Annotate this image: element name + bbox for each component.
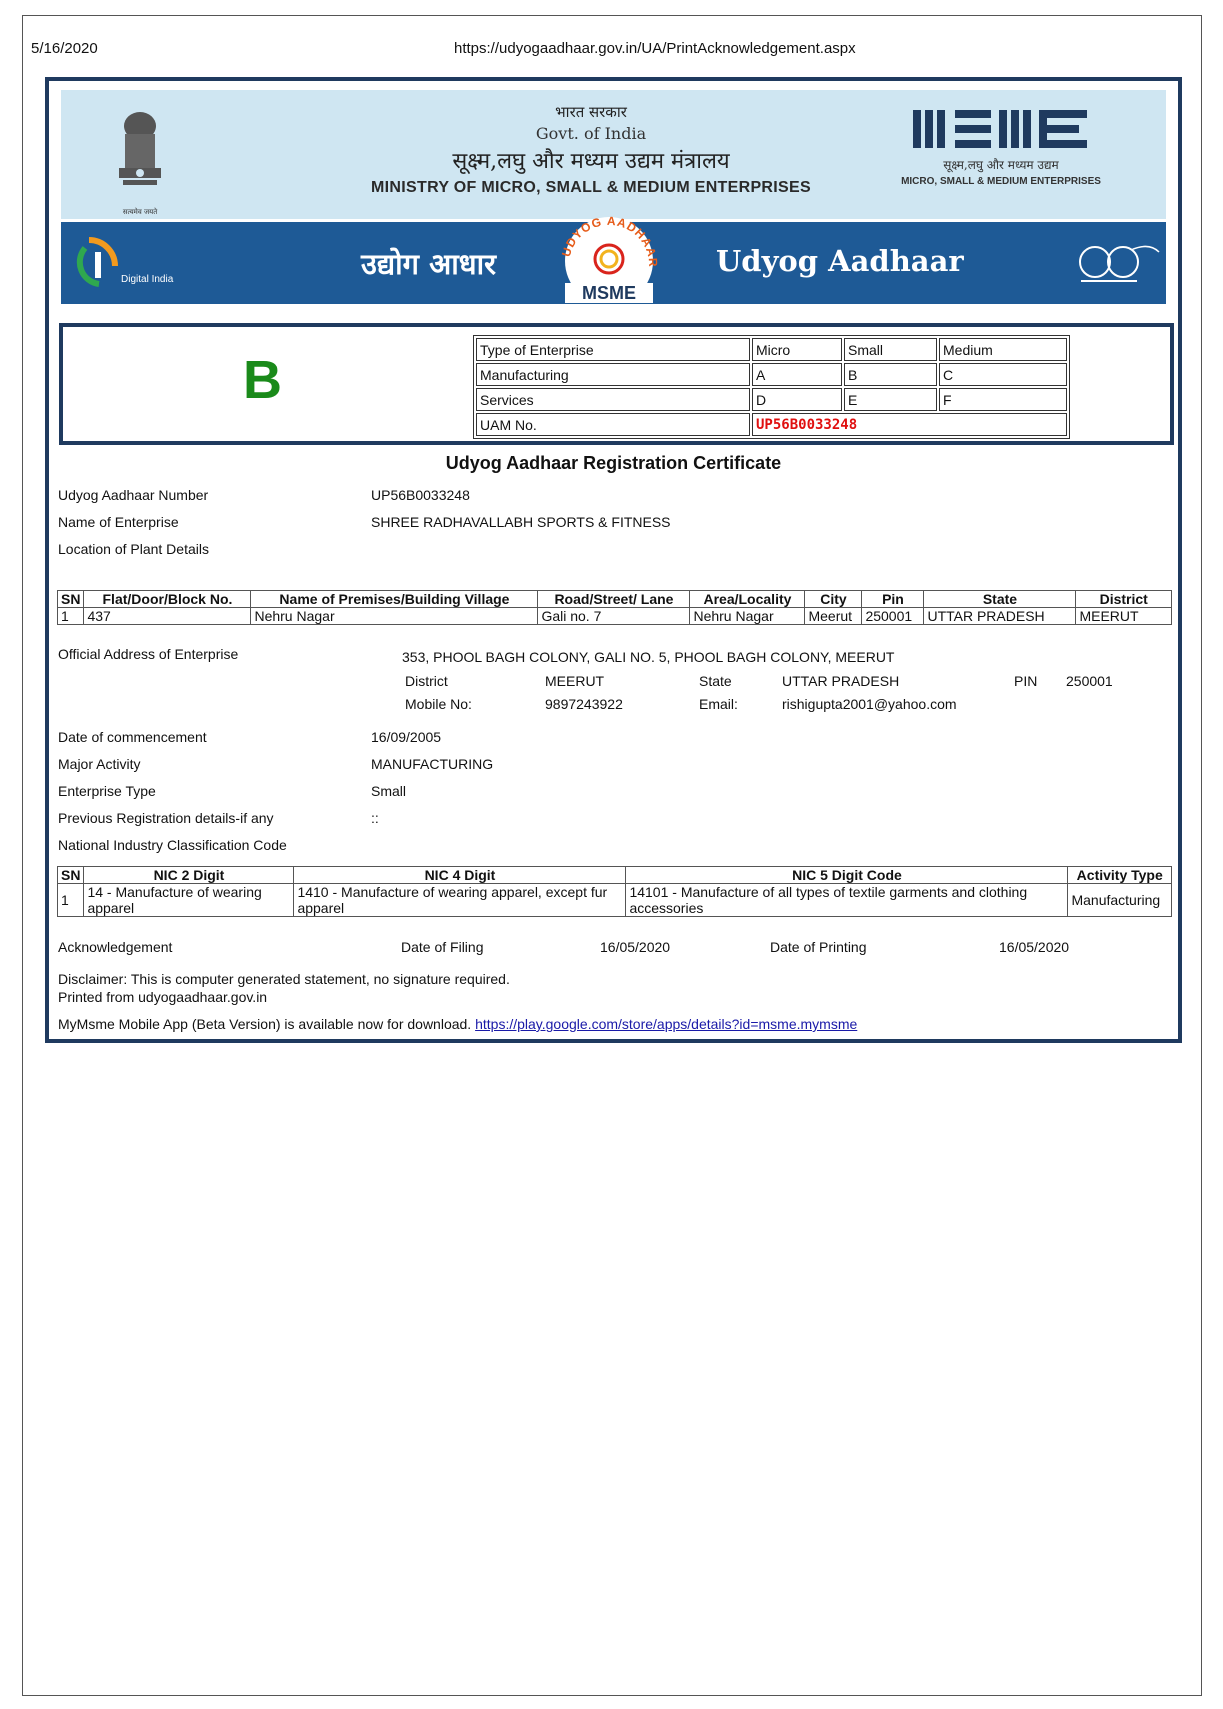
ministry-text: MINISTRY OF MICRO, SMALL & MEDIUM ENTERPRISES [371,179,811,196]
aadhaar-number-label: Udyog Aadhaar Number [58,487,209,503]
certificate-frame [45,77,1182,1043]
nic-header-cell: NIC 5 Digit Code [626,867,1068,884]
nic-label: National Industry Classification Code [58,837,287,853]
ministry-title [361,102,821,197]
nic-header-cell: NIC 4 Digit [294,867,626,884]
official-address-label: Official Address of Enterprise [58,646,239,662]
nic-cell: 1410 - Manufacture of wearing apparel, except fur apparel [294,884,626,917]
band-hindi-title: उद्योग आधार [361,247,496,281]
category-cell: B [844,363,937,386]
plant-header-cell: Name of Premises/Building Village [251,591,538,608]
plant-location-label: Location of Plant Details [58,541,209,557]
official-address-value: 353, PHOOL BAGH COLONY, GALI NO. 5, PHOOL BAGH COLONY, MEERUT [402,649,895,665]
category-cell: Manufacturing [476,363,750,386]
mobile-value: 9897243922 [545,696,623,712]
plant-cell: Nehru Nagar [690,608,805,625]
plant-cell: 250001 [862,608,924,625]
seal-ring-text: UDYOG AADHAAR [558,213,661,268]
enterprise-type-value: Small [371,783,407,799]
swachh-bharat-icon [1061,242,1161,286]
major-activity-value: MANUFACTURING [371,756,494,772]
hindi-ministry-text: सूक्ष्म,लघु और मध्यम उद्यम मंत्रालय [452,149,730,174]
nic-cell: 14 - Manufacture of wearing apparel [84,884,294,917]
pin-label: PIN [1014,673,1038,689]
msme-wordmark-icon [911,108,1091,150]
printing-date-label: Date of Printing [770,939,867,955]
plant-cell: UTTAR PRADESH [924,608,1076,625]
commencement-label: Date of commencement [58,729,207,745]
plant-header-cell: SN [58,591,84,608]
udyog-aadhaar-seal-icon [551,207,667,303]
category-cell: Services [476,388,750,411]
disclaimer-text: Disclaimer: This is computer generated statement, no signature required. [58,971,510,987]
app-promo [58,1016,857,1032]
digital-india-icon [75,232,175,294]
acknowledgement-label: Acknowledgement [58,939,173,955]
category-header-cell: Micro [752,338,842,361]
nic-table-row [58,884,1172,917]
nic-header-cell: NIC 2 Digit [84,867,294,884]
category-cell: F [939,388,1067,411]
category-cell: E [844,388,937,411]
plant-cell: 437 [84,608,251,625]
filing-date-label: Date of Filing [401,939,484,955]
category-table-row [476,388,1067,411]
app-download-link[interactable]: https://play.google.com/store/apps/details?id=msme.mymsme [475,1016,858,1032]
state-label: State [699,673,732,689]
national-emblem-icon [105,104,175,204]
printing-date-value: 16/05/2020 [999,939,1070,955]
email-label: Email: [699,696,738,712]
msme-logo-english: MICRO, SMALL & MEDIUM ENTERPRISES [901,176,1101,187]
enterprise-type-label: Enterprise Type [58,783,156,799]
uam-row [476,413,1067,436]
commencement-value: 16/09/2005 [371,729,442,745]
plant-header-cell: State [924,591,1076,608]
email-value: rishigupta2001@yahoo.com [782,696,957,712]
nic-table-header [58,867,1172,884]
ministry-header [61,90,1166,219]
aadhaar-number-value: UP56B0033248 [371,487,470,503]
print-url: https://udyogaadhaar.gov.in/UA/PrintAcknowledgement.aspx [454,40,856,57]
district-value: MEERUT [545,673,605,689]
category-table-header [476,338,1067,361]
category-table-row [476,363,1067,386]
enterprise-name-label: Name of Enterprise [58,514,179,530]
state-value: UTTAR PRADESH [782,673,900,689]
category-table [473,335,1070,439]
nic-header-cell: Activity Type [1068,867,1172,884]
plant-cell: Gali no. 7 [538,608,690,625]
msme-logo-hindi: सूक्ष्म,लघु और मध्यम उद्यम [943,158,1059,172]
filing-date-value: 16/05/2020 [600,939,671,955]
category-cell: A [752,363,842,386]
major-activity-label: Major Activity [58,756,141,772]
previous-registration-label: Previous Registration details-if any [58,810,274,826]
enterprise-name-value: SHREE RADHAVALLABH SPORTS & FITNESS [371,514,671,530]
print-date: 5/16/2020 [31,40,98,57]
nic-table [57,866,1172,917]
enterprise-category-box [59,323,1174,445]
mobile-label: Mobile No: [405,696,472,712]
msme-logo [896,108,1106,187]
pin-value: 250001 [1066,673,1113,689]
uam-label: UAM No. [476,413,750,436]
band-english-title: Udyog Aadhaar [716,244,964,278]
category-header-cell: Medium [939,338,1067,361]
nic-cell: Manufacturing [1068,884,1172,917]
hindi-govt-text: भारत सरकार [555,103,627,121]
printed-from-text: Printed from udyogaadhaar.gov.in [58,989,268,1005]
plant-header-cell: Road/Street/ Lane [538,591,690,608]
category-header-cell: Type of Enterprise [476,338,750,361]
plant-table-header [58,591,1172,608]
nic-cell: 14101 - Manufacture of all types of textile garments and clothing accessories [626,884,1068,917]
plant-cell: 1 [58,608,84,625]
plant-table-row [58,608,1172,625]
plant-header-cell: District [1076,591,1172,608]
plant-cell: Nehru Nagar [251,608,538,625]
category-cell: D [752,388,842,411]
uam-number: UP56B0033248 [752,413,1067,436]
seal-msme-text: MSME [582,283,636,303]
plant-location-table [57,590,1172,625]
plant-header-cell: City [805,591,862,608]
plant-header-cell: Area/Locality [690,591,805,608]
plant-cell: Meerut [805,608,862,625]
digital-india-text: Digital India [121,274,174,285]
previous-registration-value: :: [371,810,379,826]
nic-cell: 1 [58,884,84,917]
plant-cell: MEERUT [1076,608,1172,625]
plant-header-cell: Flat/Door/Block No. [84,591,251,608]
plant-header-cell: Pin [862,591,924,608]
app-promo-text: MyMsme Mobile App (Beta Version) is available now for download. [58,1016,472,1032]
category-cell: C [939,363,1067,386]
district-label: District [405,673,448,689]
emblem-caption: सत्यमेव जयते [122,208,158,216]
category-header-cell: Small [844,338,937,361]
govt-text: Govt. of India [535,124,647,143]
category-letter: B [243,350,282,410]
certificate-title: Udyog Aadhaar Registration Certificate [445,453,782,473]
nic-header-cell: SN [58,867,84,884]
